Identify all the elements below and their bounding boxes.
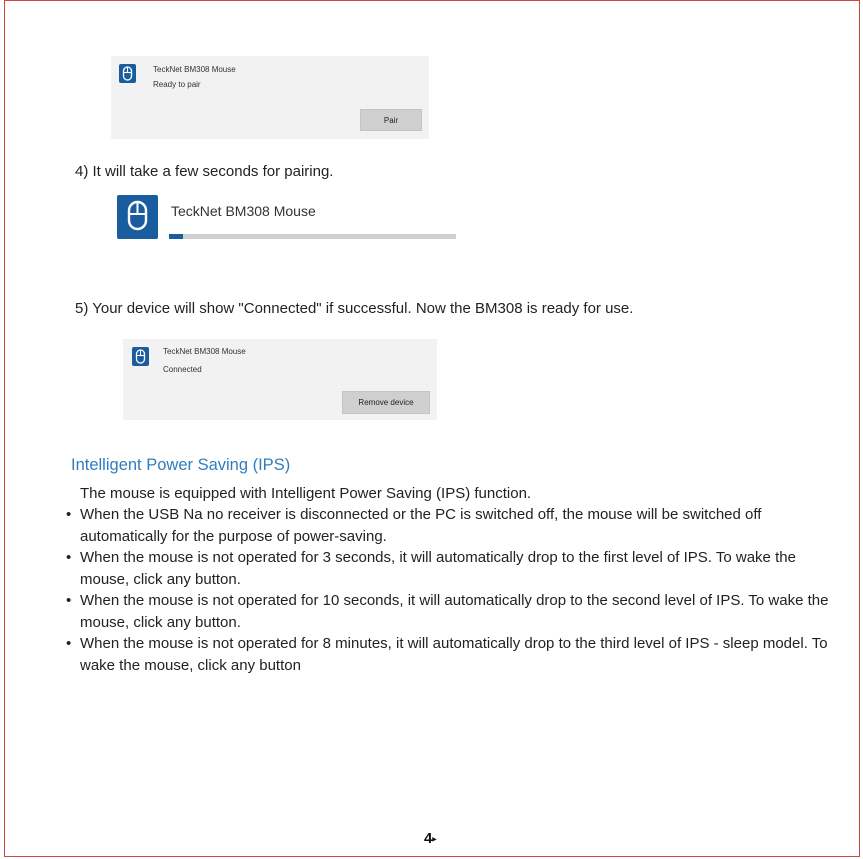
section-title: Intelligent Power Saving (IPS) (71, 456, 291, 474)
progress-card (117, 195, 462, 245)
bullet: • (66, 549, 72, 566)
list-item-text: When the mouse is not operated for 3 seconds, it will automatically drop to the first level of IPS. To wake the mouse, click any button. (80, 549, 796, 588)
mouse-icon (119, 64, 136, 83)
remove-device-button[interactable]: Remove device (342, 391, 430, 414)
list-item (66, 504, 846, 547)
list-item (66, 633, 846, 676)
bullet: • (66, 592, 72, 609)
list-item-text: When the mouse is not operated for 10 seconds, it will automatically drop to the second level of IPS. To wake the mouse, click any button. (80, 592, 829, 631)
list-item (66, 590, 846, 633)
list-item-text: When the USB Na no receiver is disconnected or the PC is switched off, the mouse will be switched off automatically for the purpose of power-saving. (80, 506, 762, 545)
bullet: • (66, 506, 72, 523)
page-number-value: 4 (424, 830, 433, 847)
device-name: TeckNet BM308 Mouse (163, 347, 246, 356)
mouse-icon (132, 347, 149, 366)
bullet: • (66, 635, 72, 652)
ips-intro: The mouse is equipped with Intelligent Power Saving (IPS) function. (80, 485, 532, 502)
pairing-progress-bar (169, 234, 456, 239)
step-5-text: 5) Your device will show "Connected" if successful. Now the BM308 is ready for use. (75, 300, 634, 317)
device-name: TeckNet BM308 Mouse (153, 65, 236, 74)
progress-fill (169, 234, 183, 239)
page-number (424, 830, 436, 847)
device-status: Ready to pair (153, 80, 201, 89)
list-item (66, 547, 846, 590)
mouse-icon (117, 195, 158, 239)
arrow-right-icon: ▸ (432, 834, 437, 844)
device-name: TeckNet BM308 Mouse (171, 203, 316, 219)
step-4-text: 4) It will take a few seconds for pairing. (75, 163, 334, 180)
pair-button[interactable]: Pair (360, 109, 422, 131)
pair-card (111, 56, 429, 139)
list-item-text: When the mouse is not operated for 8 minutes, it will automatically drop to the third level of IPS - sleep model. To wake the mouse, click any button (80, 635, 828, 674)
connected-card (123, 339, 437, 420)
device-status: Connected (163, 365, 202, 374)
